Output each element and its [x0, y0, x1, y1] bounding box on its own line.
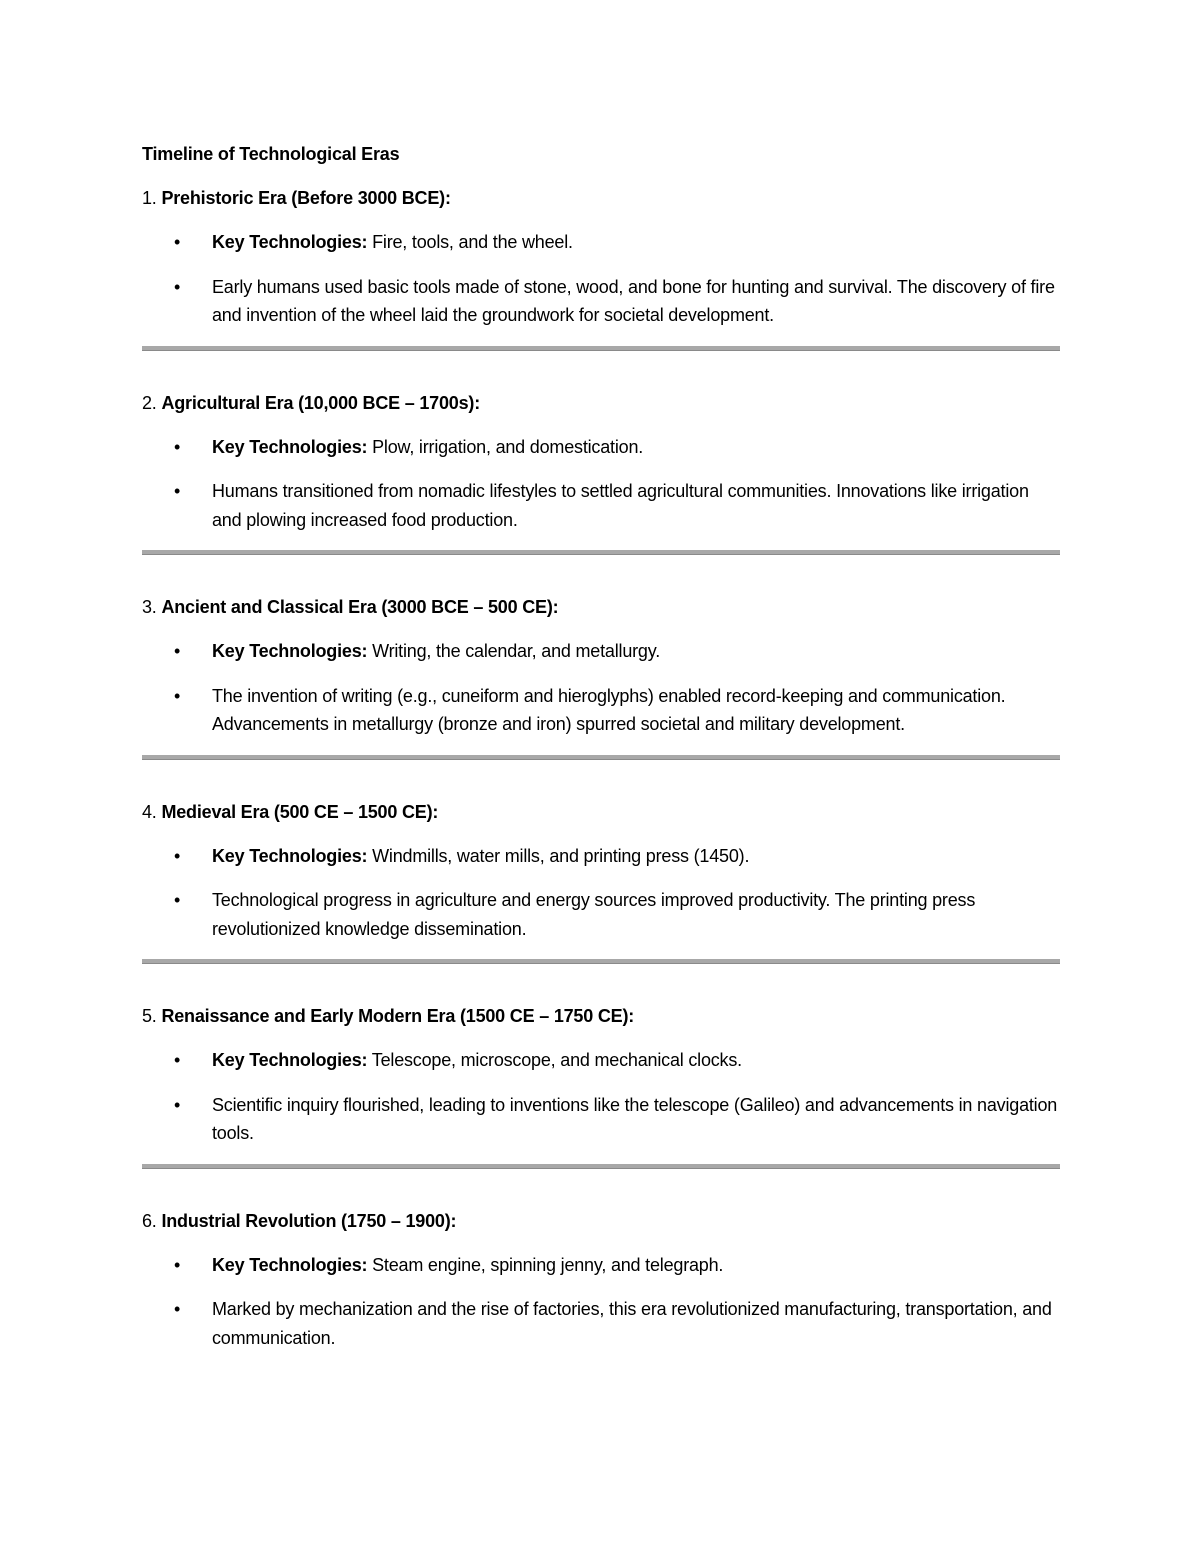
era-description: Early humans used basic tools made of stone, wood, and bone for hunting and survival. The discovery of fire and invention of the wheel laid the groundwork for societal development. [212, 276, 1055, 325]
key-technologies-item [142, 637, 1060, 666]
era-name: Agricultural Era (10,000 BCE – 1700s): [161, 392, 480, 413]
era-number: 2. [142, 392, 157, 413]
bullet-icon: • [174, 436, 181, 457]
era-description-item [142, 1295, 1060, 1352]
bullet-icon: • [174, 276, 181, 297]
era-heading [142, 389, 1060, 417]
era-number: 6. [142, 1210, 157, 1231]
document-title: Timeline of Technological Eras [142, 144, 400, 164]
era-bullet-list [142, 1251, 1060, 1353]
bullet-icon: • [174, 1094, 181, 1115]
document-page [142, 140, 1060, 1368]
key-technologies-item [142, 842, 1060, 871]
key-technologies-value: Plow, irrigation, and domestication. [372, 436, 644, 457]
era-heading [142, 1002, 1060, 1030]
key-technologies-value: Steam engine, spinning jenny, and telegraph. [372, 1254, 724, 1275]
bullet-icon: • [174, 1050, 181, 1070]
bullet-icon: • [174, 845, 181, 866]
era-bullet-list [142, 1046, 1060, 1148]
era-bullet-list [142, 433, 1060, 535]
key-technologies-label: Key Technologies: [212, 845, 368, 866]
era-heading [142, 798, 1060, 826]
key-technologies-item [142, 1251, 1060, 1280]
bullet-icon: • [174, 685, 181, 706]
key-technologies-item [142, 1046, 1060, 1075]
era-section-2 [142, 389, 1060, 556]
key-technologies-value: Telescope, microscope, and mechanical clocks. [371, 1050, 742, 1070]
era-bullet-list [142, 842, 1060, 944]
key-technologies-label: Key Technologies: [212, 232, 368, 252]
key-technologies-value: Windmills, water mills, and printing press (1450). [372, 845, 750, 866]
key-technologies-value: Fire, tools, and the wheel. [372, 232, 573, 252]
era-description-item [142, 1091, 1060, 1148]
key-technologies-item [142, 433, 1060, 462]
era-description: The invention of writing (e.g., cuneiform and hieroglyphs) enabled record-keeping and communication. Advancements in metallurgy (bronze and iron) spurred societal and military development. [212, 685, 1006, 734]
era-section-6 [142, 1207, 1060, 1353]
horizontal-rule [142, 1164, 1060, 1169]
bullet-icon: • [174, 641, 181, 661]
era-description: Humans transitioned from nomadic lifestyles to settled agricultural communities. Innovations like irrigation and plowing increased food production. [212, 481, 1029, 530]
bullet-icon: • [174, 890, 181, 910]
era-description: Scientific inquiry flourished, leading to inventions like the telescope (Galileo) and advancements in navigation tools. [212, 1094, 1058, 1143]
bullet-icon: • [174, 481, 181, 501]
era-description-item [142, 886, 1060, 943]
key-technologies-value: Writing, the calendar, and metallurgy. [372, 641, 660, 661]
era-name: Industrial Revolution (1750 – 1900): [161, 1210, 457, 1231]
era-section-3 [142, 593, 1060, 760]
era-bullet-list [142, 228, 1060, 330]
era-name: Renaissance and Early Modern Era (1500 CE – 1750 CE): [161, 1006, 635, 1026]
era-heading [142, 184, 1060, 212]
horizontal-rule [142, 346, 1060, 351]
era-description: Marked by mechanization and the rise of factories, this era revolutionized manufacturing, transportation, and communication. [212, 1299, 1052, 1348]
era-section-4 [142, 798, 1060, 965]
key-technologies-item [142, 228, 1060, 257]
era-name: Prehistoric Era (Before 3000 BCE): [161, 188, 451, 208]
era-name: Medieval Era (500 CE – 1500 CE): [161, 801, 439, 822]
era-heading [142, 1207, 1060, 1235]
era-section-5 [142, 1002, 1060, 1169]
key-technologies-label: Key Technologies: [212, 641, 368, 661]
horizontal-rule [142, 755, 1060, 760]
era-number: 4. [142, 801, 157, 822]
key-technologies-label: Key Technologies: [212, 1050, 368, 1070]
era-description-item [142, 682, 1060, 739]
bullet-icon: • [174, 1299, 181, 1319]
key-technologies-label: Key Technologies: [212, 1254, 368, 1275]
horizontal-rule [142, 959, 1060, 964]
key-technologies-label: Key Technologies: [212, 436, 368, 457]
era-name: Ancient and Classical Era (3000 BCE – 500 CE): [161, 597, 559, 617]
era-section-1 [142, 184, 1060, 351]
era-number: 5. [142, 1006, 157, 1026]
bullet-icon: • [174, 232, 181, 252]
era-description-item [142, 273, 1060, 330]
era-heading [142, 593, 1060, 621]
era-bullet-list [142, 637, 1060, 739]
bullet-icon: • [174, 1254, 181, 1275]
horizontal-rule [142, 550, 1060, 555]
era-number: 3. [142, 597, 157, 617]
era-description-item [142, 477, 1060, 534]
era-number: 1. [142, 188, 157, 208]
era-description: Technological progress in agriculture and energy sources improved productivity. The printing press revolutionized knowledge dissemination. [212, 890, 976, 939]
